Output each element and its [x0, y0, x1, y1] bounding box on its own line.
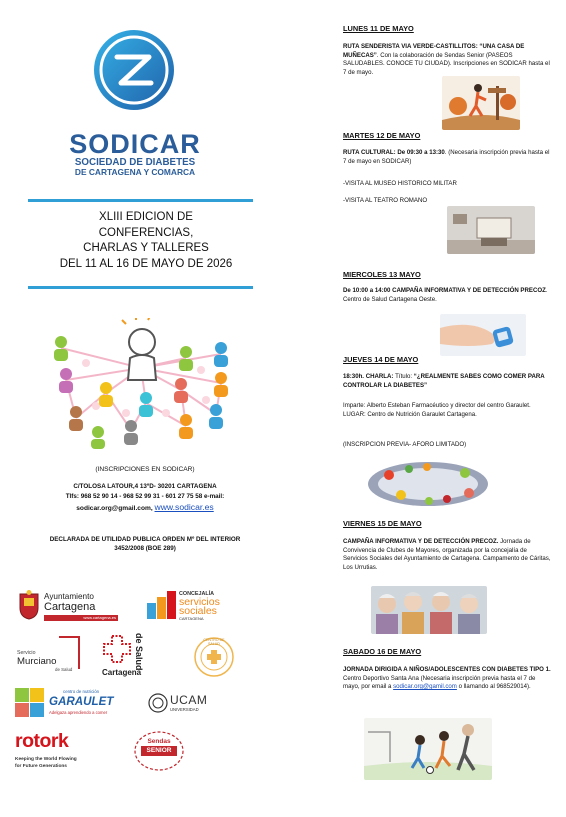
brand-name: SODICAR	[69, 129, 201, 159]
edition-line-3: CHARLAS Y TALLERES	[83, 242, 209, 254]
red-cross-icon	[102, 634, 132, 664]
concejalia-mid-2: sociales	[179, 605, 217, 617]
area-text: de Salud	[134, 633, 144, 671]
thursday-event-time: 18:30h. CHARLA:	[343, 373, 396, 380]
saturday-email-link[interactable]: sodicar.org@gamil.com	[393, 683, 457, 691]
garaulet-top: centro de nutrición	[63, 689, 100, 694]
brand-subtitle-1: SOCIEDAD DE DIABETES	[74, 157, 196, 168]
health-cross-icon	[57, 635, 81, 671]
sendas-senior-logo	[133, 730, 185, 772]
seniors-photo	[371, 586, 487, 634]
centro-salud-logo	[193, 636, 235, 678]
coat-of-arms-icon	[18, 590, 40, 620]
saturday-title: SABADO 16 DE MAYO	[343, 647, 422, 656]
tuesday-event	[343, 149, 553, 166]
community-network-illustration	[36, 318, 246, 450]
thursday-event-label: Título:	[395, 373, 414, 380]
website-link[interactable]: www.sodicar.es	[154, 502, 214, 512]
tuesday-visit-1: -VISITA AL MUSEO HISTORICO MILITAR	[343, 180, 457, 187]
tuesday-event-details: . (Necesaria inscripción previa hasta el 7 de mayo en SODICAR)	[343, 149, 550, 165]
concejalia-mid-1: servicios	[179, 596, 220, 608]
healthy-food-plate-illustration	[365, 459, 491, 509]
sms-line-3: de Salud	[55, 667, 73, 672]
centro-text: CENTRO DE SALUD	[203, 638, 225, 646]
rotork-line-2: for Future Generations	[15, 764, 67, 769]
tuesday-event-title: RUTA CULTURAL: De 09:30 a 13:30	[343, 149, 445, 156]
garaulet-emblem-icon	[15, 688, 45, 718]
thursday-speaker: Imparte: Alberto Esteban Farmacéutico y director del centro Garaulet. LUGAR: Centro de Nutrición Garaulet Cartagena.	[343, 402, 531, 418]
declaration-line-2: 3452/2008 (BOE 289)	[114, 545, 176, 552]
schedule-column	[343, 0, 558, 817]
thursday-note: (INSCRIPCION PREVIA- AFORO LIMITADO)	[343, 441, 467, 448]
wednesday-event-title: De 10:00 a 14:00 CAMPAÑA INFORMATIVA Y DE DETECCIÓN PRECOZ	[343, 287, 546, 294]
declaration-line-1: DECLARADA DE UTILIDAD PUBLICA ORDEN Mº DEL INTERIOR	[49, 536, 241, 543]
concejalia-top: CONCEJALÍA	[179, 591, 215, 597]
ucam-logo	[148, 692, 216, 716]
edition-title	[30, 210, 262, 272]
thursday-event	[343, 373, 553, 390]
friday-event-details: Jornada de Convivencia de Clubes de Mayores, organizada por la concejalía de Servicios Sociales del Ayuntamiento de Cartagena. Campamento de Cáritas, Los Urrutias.	[343, 538, 551, 571]
kids-soccer-illustration	[364, 718, 492, 780]
contact-line	[30, 503, 260, 513]
ucam-name: UCAM	[170, 693, 208, 707]
rotork-line-1: Keeping the World Flowing	[15, 757, 77, 762]
monday-event-title: RUTA SENDERISTA VIA VERDE-CASTILLITOS: “UNA CASA DE MUÑECAS”	[343, 43, 525, 59]
ayto-url: www.cartagena.es	[44, 615, 118, 621]
saturday-event	[343, 666, 553, 692]
thursday-title: JUEVES 14 DE MAYO	[343, 355, 419, 364]
monday-event-details: . Con la colaboración de Sendas Senior (PASEOS SALUDABLES. CONOCE TU CIUDAD). Inscripciones en SODICAR hasta el 7 de mayo.	[343, 51, 550, 76]
garaulet-name: GARAULET	[49, 695, 114, 708]
thursday-event-title: “¿REALMENTE SABES COMO COMER PARA CONTROLAR LA DIABETES”	[343, 373, 545, 389]
saturday-event-title: JORNADA DIRIGIDA A NIÑOS/ADOLESCENTES CON DIABETES TIPO 1.	[343, 666, 551, 673]
edition-line-1: XLIII EDICION DE	[99, 211, 193, 223]
ayto-line-1: Ayuntamiento	[44, 592, 94, 601]
wednesday-event	[343, 287, 553, 304]
ayto-line-2: Cartagena	[44, 601, 96, 613]
garaulet-logo	[15, 688, 115, 720]
tuesday-visit-2: -VISITA AL TEATRO ROMANO	[343, 197, 428, 204]
contact-email: sodicar.org@gmail.com,	[76, 505, 155, 512]
tuesday-title: MARTES 12 DE MAYO	[343, 131, 421, 140]
friday-event	[343, 538, 553, 572]
garaulet-sub: Adelgaza aprendiendo a comer	[49, 710, 108, 715]
edition-line-4: DEL 11 AL 16 DE MAYO DE 2026	[59, 257, 233, 270]
ucam-sub: UNIVERSIDAD	[170, 707, 199, 712]
concejalia-bottom: CARTAGENA	[179, 616, 204, 621]
sodicar-logo-icon	[91, 27, 177, 113]
servicio-murciano-salud-logo	[15, 635, 83, 675]
saturday-event-end: o llamando al 968529014).	[456, 683, 531, 691]
ucam-seal-icon	[148, 693, 168, 713]
area-city: Cartagena	[102, 668, 142, 677]
museum-illustration	[447, 206, 535, 254]
sms-line-2: Murciano	[17, 656, 57, 667]
inscriptions-note: (INSCRIPCIONES EN SODICAR)	[95, 466, 195, 473]
rotork-logo	[15, 730, 95, 775]
brand-subtitle-2: DE CARTAGENA Y COMARCA	[74, 167, 196, 177]
sms-line-1: Servicio	[17, 650, 36, 656]
senda-line-2: SENIOR	[146, 747, 172, 754]
wednesday-event-details: . Centro de Salud Cartagena Oeste.	[343, 287, 548, 303]
concejalia-servicios-sociales-logo	[147, 590, 242, 622]
address: C/TOLOSA LATOUR,4 13ºD- 30201 CARTAGENA	[73, 483, 217, 490]
senda-line-1: Sendas	[147, 738, 171, 745]
monday-event	[343, 43, 553, 77]
phones: Tlfs: 968 52 90 14 - 968 52 99 31 - 601 27 75 58 e-mail:	[65, 493, 225, 500]
monday-title: LUNES 11 DE MAYO	[343, 24, 414, 33]
wednesday-title: MIERCOLES 13 MAYO	[343, 270, 421, 279]
friday-title: VIERNES 15 DE MAYO	[343, 519, 422, 528]
top-divider	[28, 199, 253, 202]
area-salud-cartagena-logo	[100, 632, 160, 680]
people-squares-icon	[147, 591, 177, 621]
friday-event-title: CAMPAÑA INFORMATIVA Y DE DETECCIÓN PRECOZ.	[343, 538, 499, 545]
rotork-name: rotork	[15, 730, 69, 752]
ayuntamiento-cartagena-logo	[18, 589, 122, 623]
bottom-divider	[28, 286, 253, 289]
glucose-test-illustration	[440, 314, 526, 356]
edition-line-2: CONFERENCIAS,	[98, 226, 194, 239]
saturday-event-details: Centro Deportivo Santa Ana (Necesaria inscripción previa hasta el 7 de mayo, por email a	[343, 674, 536, 691]
hiking-illustration	[442, 76, 520, 130]
